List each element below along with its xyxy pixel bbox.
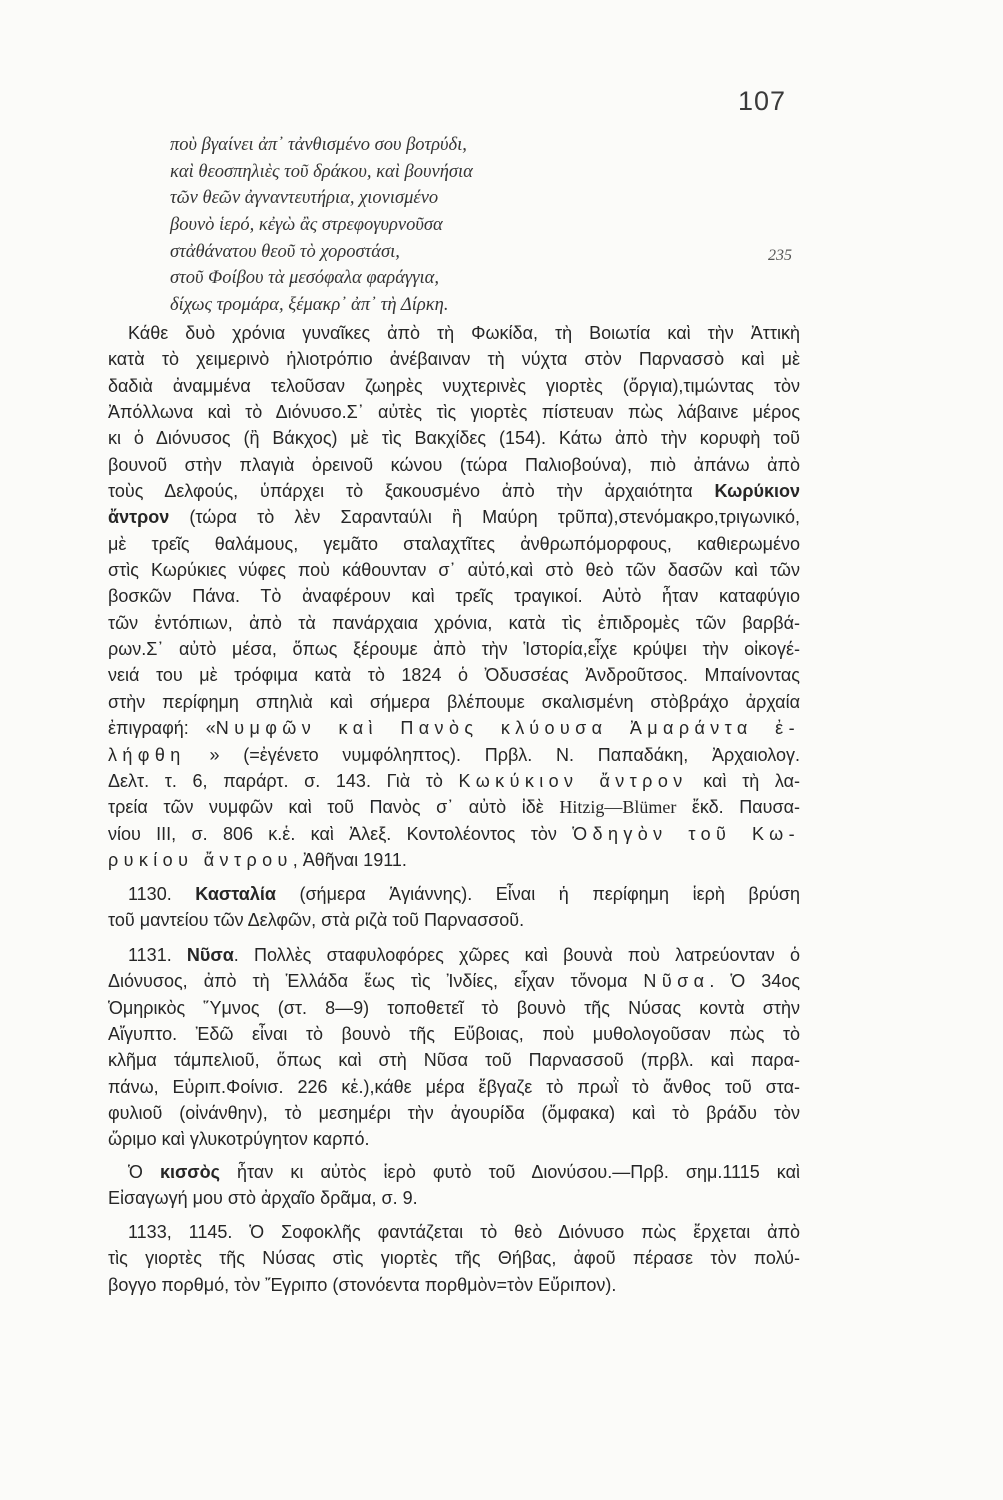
text-line bbox=[108, 968, 800, 994]
verse-line: βουνὸ ἱερό, κἐγὼ ἂς στρεφογυρνοῦσα bbox=[170, 215, 443, 236]
text-line: δαδιὰ ἀναμμένα τελοῦσαν ζωηρὲς νυχτερινὲς γιορτὲς (ὄργια),τιμώντας τὸν bbox=[108, 375, 800, 396]
text-line: νειά του μὲ τρόφιμα κατὰ τὸ 1824 ὁ Ὀδυσσέας Ἀνδροῦτσος. Μπαίνοντας bbox=[108, 665, 800, 686]
text-line: βοσκῶν Πάνα. Τὸ ἀναφέρουν καὶ τρεῖς τραγικοί. Αὐτὸ ἦταν καταφύγιο bbox=[108, 586, 800, 607]
verse-line: ποὺ βγαίνει ἀπ᾿ τἀνθισμένο σου βοτρύδι, bbox=[170, 135, 467, 155]
text-segment: καὶ τὴ λα- bbox=[687, 770, 800, 791]
text-segment: Ὁ bbox=[128, 1162, 160, 1182]
verse-line: στοῦ Φοίβου τὰ μεσόφαλα φαράγγια, bbox=[170, 268, 439, 289]
spaced-text: λήφθη bbox=[108, 744, 186, 765]
paragraph-4 bbox=[108, 1159, 800, 1212]
text-segment: ἦταν κι αὐτὸς ἱερὸ φυτὸ τοῦ Διονύσου.—Πρβ. σημ.1115 καὶ bbox=[219, 1162, 800, 1182]
text-segment: τρεία τῶν νυμφῶν καὶ τοῦ Πανὸς σ᾿ αὐτὸ ἰδὲ bbox=[108, 797, 560, 818]
text-line bbox=[108, 1159, 800, 1185]
page-number: 107 bbox=[738, 86, 787, 116]
text-segment: (τώρα τὸ λὲν Σαρανταύλι ἢ Μαύρη τρῦπα),στενόμακρο,τριγωνικό, bbox=[169, 507, 800, 528]
verse-line: τῶν θεῶν ἀγναντευτήρια, χιονισμένο bbox=[170, 188, 439, 209]
text-line bbox=[108, 478, 800, 504]
paragraph-2 bbox=[108, 881, 800, 934]
text-line: πάνω, Εὐριπ.Φοίνισ. 226 κἑ.),κάθε μέρα ἔβγαζε τὸ πρωῒ τὸ ἄνθος τοῦ στα- bbox=[108, 1076, 800, 1097]
text-segment: Διόνυσος, ἀπὸ τὴ Ἑλλάδα ἕως τὶς Ἰνδίες, εἶχαν τὄνομα bbox=[108, 971, 644, 992]
paragraph-1 bbox=[108, 320, 800, 873]
bold-term: Κασταλία bbox=[195, 884, 276, 904]
spaced-text: Κωκύκιον ἄντρον bbox=[458, 770, 688, 791]
note-number: 1131. bbox=[128, 945, 187, 965]
text-line bbox=[108, 881, 800, 907]
note-number: 1130. bbox=[128, 884, 196, 904]
text-line bbox=[108, 794, 800, 820]
text-segment: . Πολλὲς σταφυλοφόρες χῶρες καὶ βουνὰ ποὺ λατρεύονταν ὁ bbox=[233, 945, 800, 965]
paragraph-5 bbox=[108, 1219, 800, 1298]
verse-line: στἀθάνατου θεοῦ τὸ χοροστάσι, bbox=[170, 241, 400, 262]
text-line bbox=[108, 742, 800, 768]
verse-line-number: 235 bbox=[768, 247, 792, 264]
text-line: κατὰ τὸ χειμερινὸ ἡλιοτρόπιο ἀνέβαιναν τὴ νύχτα στὸν Παρνασσὸ καὶ μὲ bbox=[108, 349, 800, 370]
text-line: Εἰσαγωγή μου στὸ ἀρχαῖο δρᾶμα, σ. 9. bbox=[108, 1188, 418, 1209]
text-line: στὴν περίφημη σπηλιὰ καὶ σήμερα βλέπουμε σκαλισμένη στὸβράχο ἀρχαία bbox=[108, 691, 800, 712]
text-line: τὶς γιορτὲς τῆς Νύσας στὶς γιορτὲς τῆς Θήβας, ἀφοῦ πέρασε τὸν πολύ- bbox=[108, 1248, 800, 1269]
text-line bbox=[108, 768, 800, 794]
text-line: ρων.Σ᾿ αὐτὸ μέσα, ὅπως ξέρουμε ἀπὸ τὴν Ἱστορία,εἶχε κρύψει τὴν οἰκογέ- bbox=[108, 639, 800, 660]
spaced-text: Ὁδηγὸν τοῦ Κω- bbox=[572, 823, 800, 844]
text-line: Ὁμηρικὸς Ὕμνος (στ. 8—9) τοποθετεῖ τὸ βουνὸ τῆς Νύσας κοντὰ στὴν bbox=[108, 997, 800, 1018]
text-line: 1133, 1145. Ὁ Σοφοκλῆς φαντάζεται τὸ θεὸ Διόνυσο πὼς ἔρχεται ἀπὸ bbox=[128, 1222, 800, 1242]
text-line bbox=[108, 942, 800, 968]
text-line: μὲ τρεῖς θαλάμους, γεμᾶτο σταλαχτῖτες ἀνθρωπόμορφους, καθιερωμένο bbox=[108, 533, 800, 554]
text-segment: ἔκδ. Παυσα- bbox=[676, 797, 800, 818]
text-segment: . Ὁ 34ος bbox=[709, 971, 800, 992]
verse-line: καὶ θεοσπηλιὲς τοῦ δράκου, καὶ βουνήσια bbox=[170, 161, 473, 182]
text-segment: τοὺς Δελφούς, ὑπάρχει τὸ ξακουσμένο ἀπὸ τὴν ἀρχαιότητα bbox=[108, 481, 715, 502]
text-line: τῶν ἐντόπιων, ἀπὸ τὰ πανάρχαια χρόνια, κατὰ τὶς ἐπιδρομὲς τῶν βαρβά- bbox=[108, 612, 800, 633]
text-line: βογγο πορθμό, τὸν Ἔγριπο (στονόεντα πορθμὸν=τὸν Εὔριπον). bbox=[108, 1274, 617, 1295]
text-segment: Δελτ. τ. 6, παράρτ. σ. 143. Γιὰ τὸ bbox=[108, 770, 459, 791]
text-line bbox=[108, 847, 800, 873]
text-line: βουνοῦ στὴν πλαγιὰ ὀρεινοῦ κώνου (τώρα Παλιοβούνα), πιὸ ἀπάνω ἀπὸ bbox=[108, 454, 800, 475]
text-line bbox=[108, 715, 800, 741]
bold-term: κισσὸς bbox=[159, 1162, 220, 1182]
text-segment: νίου ΙΙΙ, σ. 806 κ.ἑ. καὶ Ἀλεξ. Κοντολέοντος τὸν bbox=[108, 823, 573, 844]
text-segment: » (=ἐγένετο νυμφόληπτος). Πρβλ. Ν. Παπαδάκη, Ἀρχαιολογ. bbox=[185, 744, 800, 765]
text-line: κλῆμα τάμπελιοῦ, ὅπως καὶ στὴ Νῦσα τοῦ Παρνασσοῦ (πρβλ. καὶ παρα- bbox=[108, 1050, 800, 1071]
paragraph-3 bbox=[108, 942, 800, 1153]
verse-line: δίχως τρομάρα, ξέμακρ᾿ ἀπ᾿ τὴ Δίρκη. bbox=[170, 295, 449, 316]
text-segment: , Ἀθῆναι 1911. bbox=[292, 849, 407, 870]
bold-term: Κωρύκιον bbox=[714, 481, 800, 502]
text-line: Αἴγυπτο. Ἐδῶ εἶναι τὸ βουνὸ τῆς Εὔβοιας, ποὺ μυθολογοῦσαν πὼς τὸ bbox=[108, 1024, 800, 1045]
text-line: Κάθε δυὸ χρόνια γυναῖκες ἀπὸ τὴ Φωκίδα, τὴ Βοιωτία καὶ τὴν Ἀττικὴ bbox=[128, 323, 800, 343]
text-line bbox=[108, 821, 800, 847]
text-segment: ἐπιγραφή: « bbox=[108, 718, 216, 739]
spaced-text: ρυκίου ἄντρου bbox=[108, 849, 293, 870]
text-line: ὥριμο καὶ γλυκοτρύγητον καρπό. bbox=[108, 1129, 370, 1150]
bold-term: Νῦσα bbox=[186, 945, 234, 965]
verse-block bbox=[170, 132, 473, 319]
text-line: στὶς Κωρύκιες νύφες ποὺ κάθουνταν σ᾿ αὐτό,καὶ στὸ θεὸ τῶν δασῶν καὶ τῶν bbox=[108, 560, 800, 581]
spaced-text: Νῦσα bbox=[643, 971, 710, 992]
text-line: Ἀπόλλωνα καὶ τὸ Διόνυσο.Σ᾿ αὐτὲς τὶς γιορτὲς πίστευαν πὼς λάβαινε μέρος bbox=[108, 402, 800, 423]
spaced-text: Νυμφῶν καὶ Πανὸς κλύουσα Ἀμαράντα ἐ- bbox=[215, 718, 800, 739]
text-line bbox=[108, 504, 800, 530]
text-line: φυλιοῦ (οἰνάνθην), τὸ μεσημέρι τὴν ἀγουρίδα (ὄμφακα) καὶ τὸ βράδυ τὸν bbox=[108, 1103, 800, 1124]
bold-term: ἄντρον bbox=[108, 507, 170, 528]
latin-reference: Hitzig—Blümer bbox=[559, 797, 677, 818]
text-segment: (σήμερα Ἁγιάννης). Εἶναι ἡ περίφημη ἱερὴ βρύση bbox=[275, 884, 800, 904]
text-line: κι ὁ Διόνυσος (ἢ Βάκχος) μὲ τὶς Βακχίδες (154). Κάτω ἀπὸ τὴν κορυφὴ τοῦ bbox=[108, 428, 800, 449]
text-line: τοῦ μαντείου τῶν Δελφῶν, στὰ ριζὰ τοῦ Παρνασσοῦ. bbox=[108, 910, 525, 931]
